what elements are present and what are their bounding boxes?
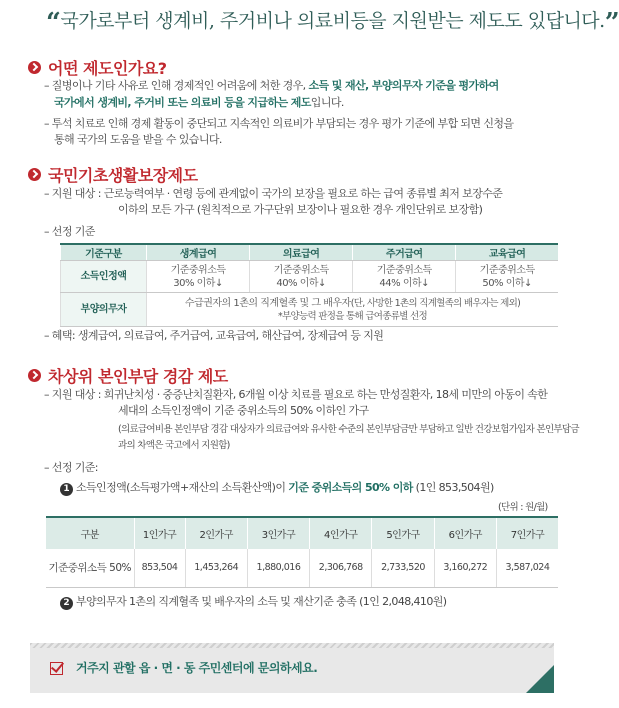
- section3-criterion-1: [60, 480, 494, 496]
- table-header-cell: 교육급여: [456, 244, 558, 261]
- chevron-bullet-icon: [28, 61, 41, 74]
- cell-line: 기준중위소득: [273, 264, 329, 276]
- cell-line: *부양능력 판정을 통해 급여종류별 선정: [278, 310, 427, 322]
- number-badge-icon: 2: [60, 597, 73, 610]
- section-title-text: 어떤 제도인가요?: [48, 59, 167, 78]
- table-header-row: [46, 517, 558, 549]
- section-title-text: 국민기초생활보장제도: [48, 166, 198, 185]
- text-span: (1인 853,504원): [412, 481, 494, 494]
- footer-banner: [30, 643, 554, 693]
- table-cell: 3,587,024: [496, 549, 558, 587]
- cell-line: 44% 이하↓: [379, 277, 430, 289]
- checkbox-icon: [50, 662, 63, 675]
- section3-target-line2: 세대의 소득인정액이 기준 중위소득의 50% 이하인 가구: [118, 404, 369, 417]
- chevron-bullet-icon: [28, 168, 41, 181]
- highlight-text: 소득 및 재산, 부양의무자 기준을 평가하여: [308, 79, 499, 92]
- table-header-cell: 6인가구: [434, 517, 496, 549]
- highlight-text: 기준 중위소득의 50% 이하: [288, 481, 413, 494]
- section3-criteria-label: – 선정 기준:: [44, 461, 98, 474]
- table-header-row: [61, 244, 559, 261]
- text-span: 소득인정액(소득평가액+재산의 소득환산액)이: [76, 481, 289, 494]
- corner-fold-decoration: [526, 665, 554, 693]
- table-cell: 853,504: [134, 549, 185, 587]
- text-span: 입니다.: [310, 96, 344, 109]
- open-quote-mark: “: [46, 8, 61, 38]
- section3-criterion-2: [60, 594, 446, 610]
- table-cell: [353, 261, 456, 293]
- table-header-cell: 기준구분: [61, 244, 147, 261]
- table-cell: 1,880,016: [247, 549, 309, 587]
- section-title-text: 차상위 본인부담 경감 제도: [48, 367, 228, 386]
- table-cell: 3,160,272: [434, 549, 496, 587]
- table-row: [61, 293, 559, 327]
- table-cell: [147, 293, 559, 327]
- table-header-cell: 구분: [46, 517, 134, 549]
- section-title-1: [28, 56, 167, 79]
- headline-quote: [46, 6, 619, 38]
- section-title-2: [28, 163, 198, 186]
- cell-line: [147, 297, 558, 310]
- table-cell: [456, 261, 558, 293]
- table-header-cell: 주거급여: [353, 244, 456, 261]
- close-quote-mark: ”: [604, 8, 619, 38]
- section2-benefits: – 혜택: 생계급여, 의료급여, 주거급여, 교육급여, 해산급여, 장제급여 등 지원: [44, 329, 384, 342]
- benefit-criteria-table: [60, 243, 558, 327]
- table-cell: 2,306,768: [310, 549, 372, 587]
- table-cell: [250, 261, 353, 293]
- section-title-3: [28, 364, 228, 387]
- section1-paragraph2-line2: 통해 국가의 도움을 받을 수 있습니다.: [54, 133, 222, 146]
- section3-note-line2: 과의 차액은 국고에서 지원함): [118, 440, 230, 451]
- text-span: – 질병이나 기타 사유로 인해 경제적인 어려움에 처한 경우,: [44, 79, 309, 92]
- number-badge-icon: 1: [60, 483, 73, 496]
- table-header-cell: 1인가구: [134, 517, 185, 549]
- section3-target-line1: – 지원 대상 : 희귀난치성 · 중증난치질환자, 6개월 이상 치료를 필요로 하는 만성질환자, 18세 미만의 아동이 속한: [44, 388, 548, 401]
- cell-line: 30% 이하↓: [173, 277, 223, 289]
- section2-criteria-label: – 선정 기준: [44, 225, 95, 238]
- table-cell: 1,453,264: [185, 549, 247, 587]
- table-header-cell: 의료급여: [250, 244, 353, 261]
- footer-text: 거주지 관할 읍 · 면 · 동 주민센터에 문의하세요.: [76, 661, 318, 675]
- table-header-cell: 7인가구: [496, 517, 558, 549]
- unit-label: (단위 : 원/월): [498, 502, 548, 513]
- highlight-text: 국가에서 생계비, 주거비 또는 의료비 등을 지급하는 제도: [54, 96, 311, 109]
- row-header-cell: 기준중위소득 50%: [46, 549, 134, 587]
- cell-line: 기준중위소득: [479, 264, 535, 276]
- row-header-cell: 부양의무자: [61, 293, 147, 327]
- table-header-cell: 3인가구: [247, 517, 309, 549]
- section2-target-line1: – 지원 대상 : 근로능력여부 · 연령 등에 관계없이 국가의 보장을 필요로 하는 급여 종류별 최저 보장수준: [44, 187, 503, 200]
- section1-paragraph1-line2: [54, 95, 344, 111]
- table-row: [46, 549, 558, 587]
- table-header-cell: 4인가구: [310, 517, 372, 549]
- median-income-table: [46, 516, 558, 588]
- text-span: 수급권자의 1촌의 직계혈족 및 그 배우자: [184, 297, 351, 309]
- section1-paragraph2-line1: – 투석 치료로 인해 경제 활동이 중단되고 지속적인 의료비가 부담되는 경우 평가 기준에 부합 되면 신청을: [44, 117, 514, 130]
- headline-text: 국가로부터 생계비, 주거비나 의료비등을 지원받는 제도도 있답니다.: [60, 10, 605, 32]
- table-row: [61, 261, 559, 293]
- row-header-cell: 소득인정액: [61, 261, 147, 293]
- table-cell: 2,733,520: [372, 549, 434, 587]
- cell-line: 50% 이하↓: [482, 277, 532, 289]
- cell-line: 기준중위소득: [376, 264, 432, 276]
- small-note: (단, 사망한 1촌의 직계혈족의 배우자는 제외): [350, 297, 521, 309]
- footer-stripe: [30, 643, 554, 648]
- table-header-cell: 2인가구: [185, 517, 247, 549]
- section3-note-line1: (의료급여비용 본인부담 경감 대상자가 의료급여와 유사한 수준의 본인부담금만 부담하고 일반 건강보험가입자 본인부담금: [118, 424, 579, 435]
- section2-target-line2: 이하의 모든 가구 (원칙적으로 가구단위 보장이나 필요한 경우 개인단위로 보장함): [118, 203, 483, 216]
- text-span: 부양의무자 1촌의 직계혈족 및 배우자의 소득 및 재산기준 충족 (1인 2,048,410원): [76, 595, 447, 608]
- cell-line: 기준중위소득: [170, 264, 226, 276]
- table-cell: [147, 261, 250, 293]
- table-header-cell: 생계급여: [147, 244, 250, 261]
- table-header-cell: 5인가구: [372, 517, 434, 549]
- cell-line: 40% 이하↓: [276, 277, 326, 289]
- chevron-bullet-icon: [28, 369, 41, 382]
- section1-paragraph1-line1: [44, 78, 499, 94]
